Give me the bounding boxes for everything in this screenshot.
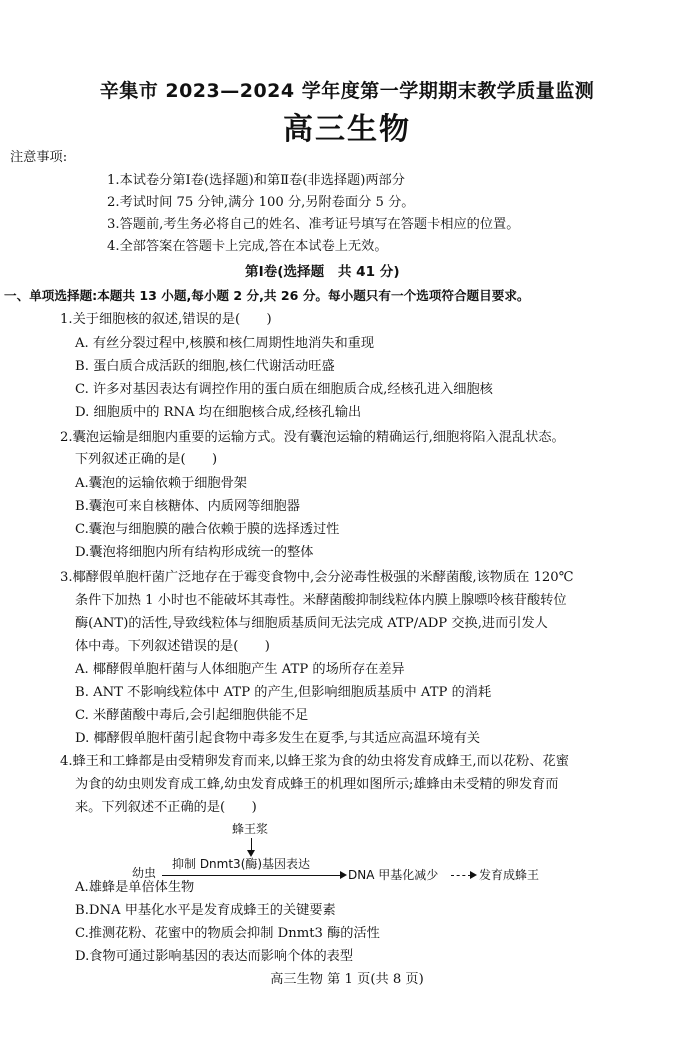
question-4-option-a: A.雄蜂是单倍体生物 [75, 880, 195, 895]
question-3-stem-line: 体中毒。下列叙述错误的是( ) [75, 639, 270, 654]
question-2-stem-line: 2.囊泡运输是细胞内重要的运输方式。没有囊泡运输的精确运行,细胞将陷入混乱状态。 [60, 430, 565, 445]
note-item: 1.本试卷分第Ⅰ卷(选择题)和第Ⅱ卷(非选择题)两部分 [107, 173, 405, 188]
diagram-main-arrow-line [162, 875, 340, 876]
question-1-option-b: B. 蛋白质合成活跃的细胞,核仁代谢活动旺盛 [75, 359, 335, 374]
section-instruction: 一、单项选择题:本题共 13 小题,每小题 2 分,共 26 分。每小题只有一个选项符合题目要求。 [4, 288, 530, 303]
page-footer: 高三生物 第 1 页(共 8 页) [270, 972, 424, 987]
question-4-stem-line: 为食的幼虫则发育成工蜂,幼虫发育成蜂王的机理如图所示;雄蜂由未受精的卵发育而 [75, 777, 559, 792]
note-item: 3.答题前,考生务必将自己的姓名、准考证号填写在答题卡相应的位置。 [107, 217, 520, 232]
diagram-dashed-arrow-line [451, 875, 471, 876]
question-1-option-d: D. 细胞质中的 RNA 均在细胞核合成,经核孔输出 [75, 405, 362, 420]
diagram-result-label: 发育成蜂王 [479, 868, 540, 882]
question-4-stem-line: 来。下列叙述不正确的是( ) [75, 800, 257, 815]
diagram-dashed-arrow-icon [470, 871, 477, 879]
question-3-stem-line: 酶(ANT)的活性,导致线粒体与细胞质基质间无法完成 ATP/ADP 交换,进而引发人 [75, 616, 548, 631]
diagram-main-arrow-icon [340, 871, 347, 879]
diagram-royal-jelly-label: 蜂王浆 [232, 822, 269, 836]
diagram-larva-label: 幼虫 [132, 866, 157, 880]
question-2-option-a: A.囊泡的运输依赖于细胞骨架 [75, 476, 247, 491]
question-4-option-c: C.推测花粉、花蜜中的物质会抑制 Dnmt3 酶的活性 [75, 926, 380, 941]
note-item: 4.全部答案在答题卡上完成,答在本试卷上无效。 [107, 239, 388, 254]
question-1-option-c: C. 许多对基因表达有调控作用的蛋白质在细胞质合成,经核孔进入细胞核 [75, 382, 493, 397]
question-3-option-c: C. 米酵菌酸中毒后,会引起细胞供能不足 [75, 708, 309, 723]
question-3-option-d: D. 椰酵假单胞杆菌引起食物中毒多发生在夏季,与其适应高温环境有关 [75, 731, 481, 746]
question-1-stem: 1.关于细胞核的叙述,错误的是( ) [60, 312, 272, 327]
notes-heading: 注意事项: [10, 150, 68, 165]
question-3-option-b: B. ANT 不影响线粒体中 ATP 的产生,但影响细胞质基质中 ATP 的消耗 [75, 685, 492, 700]
question-1-option-a: A. 有丝分裂过程中,核膜和核仁周期性地消失和重现 [75, 336, 375, 351]
question-4-option-d: D.食物可通过影响基因的表达而影响个体的表型 [75, 949, 354, 964]
diagram-methylation-label: DNA 甲基化减少 [348, 868, 439, 882]
question-2-option-b: B.囊泡可来自核糖体、内质网等细胞器 [75, 499, 300, 514]
question-3-stem-line: 条件下加热 1 小时也不能破坏其毒性。米酵菌酸抑制线粒体内膜上腺嘌呤核苷酸转位 [75, 593, 567, 608]
question-2-option-c: C.囊泡与细胞膜的融合依赖于膜的选择透过性 [75, 522, 340, 537]
question-4-stem-line: 4.蜂王和工蜂都是由受精卵发育而来,以蜂王浆为食的幼虫将发育成蜂王,而以花粉、花蜜 [60, 754, 569, 769]
subject-title: 高三生物 [283, 112, 411, 147]
question-2-option-d: D.囊泡将细胞内所有结构形成统一的整体 [75, 545, 314, 560]
question-3-option-a: A. 椰酵假单胞杆菌与人体细胞产生 ATP 的场所存在差异 [75, 662, 405, 677]
diagram-inhibit-label: 抑制 Dnmt3(酶)基因表达 [172, 857, 311, 871]
section-title: 第Ⅰ卷(选择题 共 41 分) [245, 264, 400, 280]
exam-title: 辛集市 2023—2024 学年度第一学期期末教学质量监测 [99, 80, 595, 102]
question-2-stem-line: 下列叙述正确的是( ) [75, 452, 218, 467]
question-4-option-b: B.DNA 甲基化水平是发育成蜂王的关键要素 [75, 903, 336, 918]
note-item: 2.考试时间 75 分钟,满分 100 分,另附卷面分 5 分。 [107, 195, 415, 210]
question-3-stem-line: 3.椰酵假单胞杆菌广泛地存在于霉变食物中,会分泌毒性极强的米酵菌酸,该物质在 120℃ [60, 570, 574, 585]
